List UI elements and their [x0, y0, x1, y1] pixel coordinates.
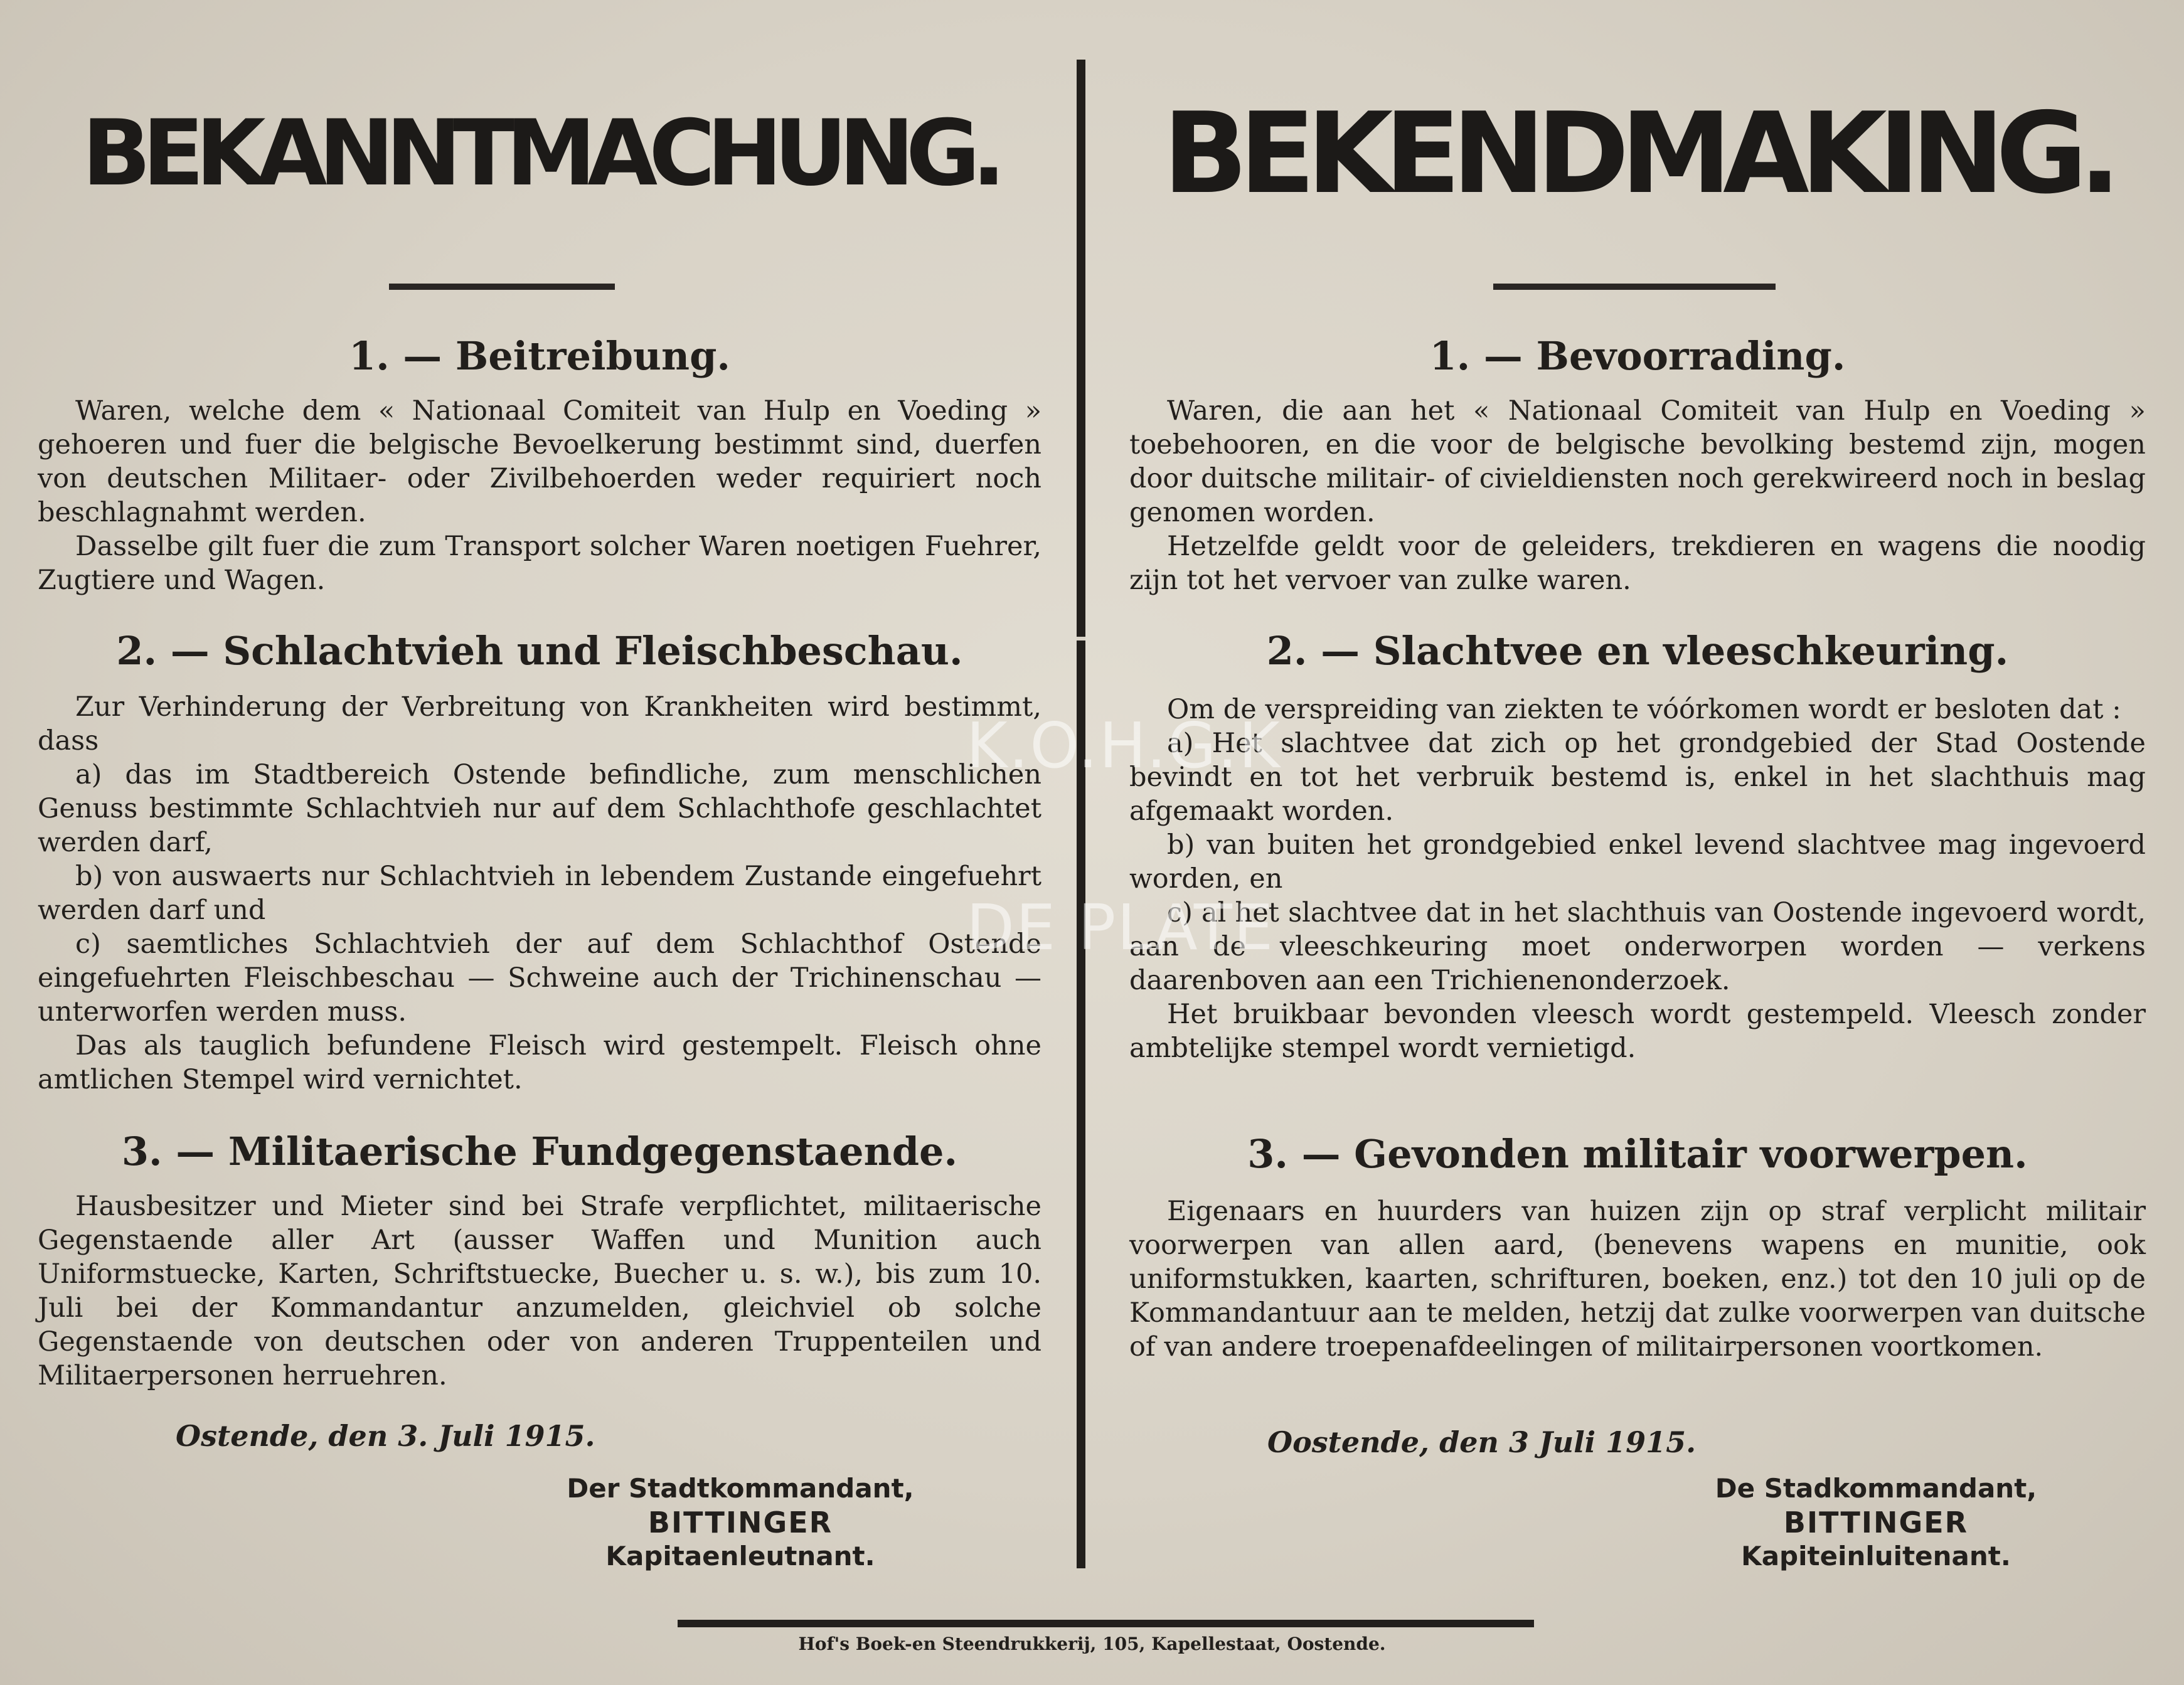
dutch-s1-p2: Hetzelfde geldt voor de geleiders, trekdieren en wagens die noodig zijn tot het vervoer van zulke waren. [1129, 531, 2146, 596]
footer-rule [678, 1620, 1534, 1627]
german-s2-intro: Zur Verhinderung der Verbreitung von Krankheiten wird bestimmt, dass [38, 691, 1041, 757]
german-dateline: Ostende, den 3. Juli 1915. [176, 1419, 595, 1453]
dutch-s2-a: a) Het slachtvee dat zich op het grondgebied der Stad Oostende bevindt en tot het verbruik bestemd is, enkel in het slachthuis mag afgemaakt worden. [1129, 728, 2146, 827]
german-s2-c: c) saemtliches Schlachtvieh der auf dem Schlachthof Ostende eingefuehrten Fleischbeschau — Schweine auch der Trichinenschau — unterworfen werden muss. [38, 928, 1041, 1028]
german-section-3 [38, 1189, 1041, 1393]
german-s2-outro: Das als tauglich befundene Fleisch wird gestempelt. Fleisch ohne amtlichen Stempel wird vernichtet. [38, 1030, 1041, 1095]
german-title: BEKANNTMACHUNG. [82, 101, 998, 206]
dutch-heading-1: 1. — Bevoorrading. [1429, 333, 1846, 379]
dutch-section-3 [1129, 1194, 2146, 1364]
german-title-underline [389, 284, 615, 290]
dutch-title-underline [1493, 284, 1776, 290]
dutch-sig-role: De Stadkommandant, [1715, 1473, 2037, 1504]
german-sig-role: Der Stadtkommandant, [567, 1473, 914, 1504]
german-s1-p1: Waren, welche dem « Nationaal Comiteit van Hulp en Voeding » gehoeren und fuer die belgische Bevoelkerung bestimmt sind, duerfen von deutschen Militaer- oder Zivilbehoerden weder requiriert noch beschlagnahmt werden. [38, 395, 1041, 528]
german-sig-rank: Kapitaenleutnant. [605, 1541, 875, 1571]
german-heading-2: 2. — Schlachtvieh und Fleischbeschau. [116, 628, 963, 674]
divider-break [1077, 637, 1085, 641]
dutch-heading-2: 2. — Slachtvee en vleeschkeuring. [1266, 628, 2009, 674]
german-heading-3: 3. — Militaerische Fundgegenstaende. [121, 1129, 958, 1174]
dutch-s1-p1: Waren, die aan het « Nationaal Comiteit van Hulp en Voeding » toebehooren, en die voor de belgische bevolking bestemd zijn, mogen door duitsche militair- of civieldiensten noch gerekwireerd noch in beslag genomen worden. [1129, 395, 2146, 528]
german-s2-a: a) das im Stadtbereich Ostende befindliche, zum menschlichen Genuss bestimmte Schlachtvieh nur auf dem Schlachthofe geschlachtet werden darf, [38, 759, 1041, 858]
german-s1-p2: Dasselbe gilt fuer die zum Transport solcher Waren noetigen Fuehrer, Zugtiere und Wagen. [38, 531, 1041, 596]
dutch-section-1 [1129, 394, 2146, 597]
german-section-1 [38, 394, 1041, 597]
dutch-s2-b: b) van buiten het grondgebied enkel levend slachtvee mag ingevoerd worden, en [1129, 829, 2146, 895]
dutch-s2-c: c) al het slachtvee dat in het slachthuis van Oostende ingevoerd wordt, aan de vleeschkeuring moet onderworpen worden — verkens daarenboven aan een Trichienenonderzoek. [1129, 897, 2146, 996]
column-divider [1077, 60, 1085, 1568]
printer-imprint: Hof's Boek-en Steendrukkerij, 105, Kapellestaat, Oostende. [798, 1634, 1386, 1654]
dutch-title: BEKENDMAKING. [1163, 88, 2112, 218]
watermark-line-2: DE PLATE [966, 891, 1275, 964]
german-s3-p1: Hausbesitzer und Mieter sind bei Strafe verpflichtet, militaerische Gegenstaende aller Art (ausser Waffen und Munition auch Uniformstuecke, Karten, Schriftstuecke, Buecher u. s. w.), bis zum 10. Juli bei der Kommandantur anzumelden, gleichviel ob solche Gegenstaende von deutschen oder von anderen Truppenteilen und Militaerpersonen herruehren. [38, 1191, 1041, 1391]
german-section-2 [38, 690, 1041, 1097]
german-s2-b: b) von auswaerts nur Schlachtvieh in lebendem Zustande eingefuehrt werden darf und [38, 861, 1041, 926]
dutch-dateline: Oostende, den 3 Juli 1915. [1267, 1425, 1697, 1459]
dutch-heading-3: 3. — Gevonden militair voorwerpen. [1247, 1131, 2028, 1177]
dutch-s2-outro: Het bruikbaar bevonden vleesch wordt gestempeld. Vleesch zonder ambtelijke stempel wordt vernietigd. [1129, 999, 2146, 1064]
watermark-line-1: K.O.H.G.K [966, 709, 1281, 782]
dutch-s2-intro: Om de verspreiding van ziekten te vóórkomen wordt er besloten dat : [1167, 694, 2121, 725]
german-sig-name: BITTINGER [647, 1506, 833, 1539]
dutch-sig-name: BITTINGER [1783, 1506, 1969, 1539]
dutch-sig-rank: Kapiteinluitenant. [1741, 1541, 2011, 1571]
german-signature [565, 1472, 916, 1573]
dutch-signature [1694, 1472, 2058, 1573]
german-heading-1: 1. — Beitreibung. [348, 333, 731, 379]
dutch-s3-p1: Eigenaars en huurders van huizen zijn op straf verplicht militair voorwerpen van allen aard, (benevens wapens en munitie, ook uniformstukken, kaarten, schrifturen, boeken, enz.) tot den 10 juli op de Kommandantuur aan te melden, hetzij dat zulke voorwerpen van duitsche of van andere troepenafdeelingen of militairpersonen voortkomen. [1129, 1196, 2146, 1363]
dutch-section-2 [1129, 693, 2146, 1065]
